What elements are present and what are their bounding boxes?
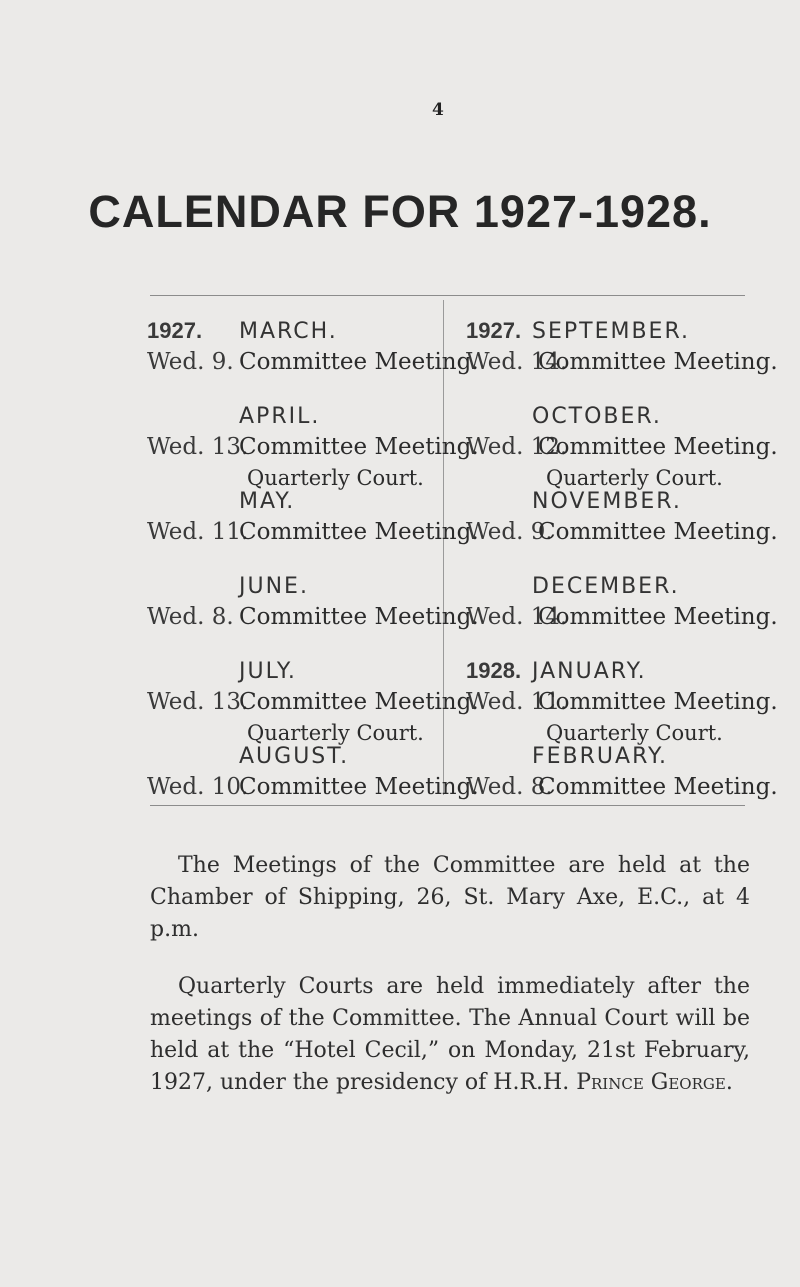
month-heading: MARCH. <box>239 319 338 344</box>
meeting-event: Committee Meeting. <box>538 774 778 800</box>
meeting-notes <box>150 850 750 1124</box>
month-block-october <box>466 399 778 490</box>
meeting-date: Wed. 8. <box>466 774 553 800</box>
quarterly-court-note: Quarterly Court. <box>247 466 424 490</box>
meeting-event: Committee Meeting. <box>239 434 479 460</box>
month-heading: JANUARY. <box>532 659 647 684</box>
calendar-left-column <box>147 314 479 824</box>
committee-meetings-note: The Meetings of the Committee are held at the Chamber of Shipping, 26, St. Mary Axe, E.C., at 4 p.m. <box>150 853 750 942</box>
meeting-event: Committee Meeting. <box>239 349 479 375</box>
calendar-right-column <box>466 314 778 824</box>
year-label: 1927. <box>466 318 522 343</box>
meeting-date: Wed. 13. <box>147 434 249 460</box>
meeting-date: Wed. 13. <box>147 689 249 715</box>
meeting-date: Wed. 9. <box>147 349 234 375</box>
month-heading: DECEMBER. <box>532 574 680 599</box>
meeting-event: Committee Meeting. <box>538 434 778 460</box>
month-block-january <box>466 654 778 745</box>
month-block-april <box>147 399 479 490</box>
month-block-march <box>147 314 479 399</box>
meeting-date: Wed. 8. <box>147 604 234 630</box>
meeting-event: Committee Meeting. <box>538 689 778 715</box>
month-block-may <box>147 484 479 569</box>
year-label: 1927. <box>147 318 203 343</box>
quarterly-court-note: Quarterly Court. <box>247 721 424 745</box>
sentence-end: . <box>725 1070 733 1095</box>
page-title: CALENDAR FOR 1927-1928. <box>88 186 712 237</box>
year-label: 1928. <box>466 658 522 683</box>
month-heading: JUNE. <box>239 574 309 599</box>
month-block-august <box>147 739 479 824</box>
meeting-event: Committee Meeting. <box>239 519 479 545</box>
month-block-december <box>466 569 778 654</box>
page-number: 4 <box>432 100 444 120</box>
meeting-date: Wed. 14. <box>466 604 568 630</box>
month-heading: JULY. <box>239 659 297 684</box>
month-heading: MAY. <box>239 489 296 514</box>
month-heading: FEBRUARY. <box>532 744 668 769</box>
month-block-june <box>147 569 479 654</box>
quarterly-courts-text: Quarterly Courts are held immediately after the meetings of the Committee. The Annual Court will be held at the “Hotel Cecil,” on Monday, 21st February, 1927, under the presidency of H.R.H. <box>150 974 750 1095</box>
meeting-date: Wed. 12. <box>466 434 568 460</box>
month-heading: AUGUST. <box>239 744 350 769</box>
meeting-event: Committee Meeting. <box>538 604 778 630</box>
meeting-date: Wed. 10. <box>147 774 249 800</box>
month-heading: OCTOBER. <box>532 404 662 429</box>
meeting-event: Committee Meeting. <box>239 774 479 800</box>
meeting-date: Wed. 11. <box>147 519 249 545</box>
month-heading: APRIL. <box>239 404 321 429</box>
meeting-date: Wed. 9. <box>466 519 553 545</box>
month-heading: SEPTEMBER. <box>532 319 690 344</box>
month-block-july <box>147 654 479 745</box>
president-name: Prince George <box>576 1070 726 1095</box>
quarterly-court-note: Quarterly Court. <box>546 721 723 745</box>
month-block-november <box>466 484 778 569</box>
month-heading: NOVEMBER. <box>532 489 682 514</box>
top-divider <box>150 295 745 296</box>
month-block-september <box>466 314 778 399</box>
quarterly-courts-note <box>150 971 750 1099</box>
meeting-date: Wed. 14. <box>466 349 568 375</box>
meeting-event: Committee Meeting. <box>239 689 479 715</box>
meeting-event: Committee Meeting. <box>239 604 479 630</box>
quarterly-court-note: Quarterly Court. <box>546 466 723 490</box>
month-block-february <box>466 739 778 824</box>
meeting-event: Committee Meeting. <box>538 349 778 375</box>
meeting-date: Wed. 11. <box>466 689 568 715</box>
meeting-event: Committee Meeting. <box>538 519 778 545</box>
